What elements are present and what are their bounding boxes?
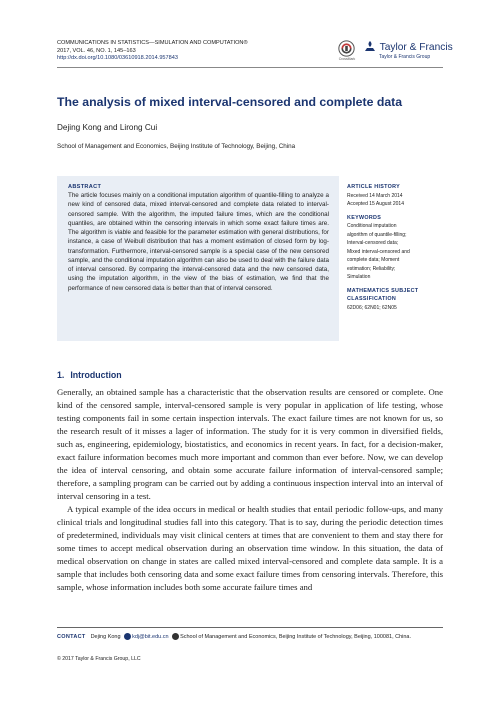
journal-name: COMMUNICATIONS IN STATISTICS—SIMULATION AND COMPUTATION® xyxy=(57,40,248,46)
contact-name: Dejing Kong xyxy=(90,634,121,640)
authors: Dejing Kong and Lirong Cui xyxy=(57,123,158,132)
paragraph: A typical example of the idea occurs in medical or health studies that entail periodic follow-ups, and many clinical trials and longitudinal studies fall into this category. That is to say, during the periodic detection times of predetermined, individuals may visit clinical centers at times that are convenient to them and stay there for some times to accept medical observation during an observation time window. In this situation, the data of medical observation on change in states are called mixed interval-censored and complete data sample. It is a sample that includes both censoring data and some exact failure times from censoring intervals. Therefore, this sample, whose information includes both some accurate failure times and xyxy=(57,504,443,592)
msc-heading: MATHEMATICS SUBJECT xyxy=(347,287,419,294)
msc-codes: 62D06; 62N01; 62N05 xyxy=(347,304,397,311)
keyword-line: estimation; Reliability; xyxy=(347,265,396,272)
affiliation: School of Management and Economics, Beijing Institute of Technology, Beijing, China xyxy=(57,143,296,150)
contact-label: CONTACT xyxy=(57,634,86,640)
keyword-line: complete data; Moment xyxy=(347,257,400,263)
article-title: The analysis of mixed interval-censored and complete data xyxy=(57,95,403,109)
header-divider xyxy=(57,67,443,68)
address-icon xyxy=(172,633,179,640)
crossmark-label: CrossMark xyxy=(338,57,356,61)
contact-info xyxy=(57,632,443,642)
section-number: 1. xyxy=(57,370,65,380)
publisher-name: Taylor & Francis xyxy=(379,42,453,53)
publisher-logo xyxy=(363,40,453,60)
keywords-heading: KEYWORDS xyxy=(347,214,382,221)
copyright: © 2017 Taylor & Francis Group, LLC xyxy=(57,656,141,662)
abstract-box xyxy=(57,176,339,341)
history-heading: ARTICLE HISTORY xyxy=(347,184,401,190)
abstract-heading: ABSTRACT xyxy=(68,184,102,190)
received-date: Received 14 March 2014 xyxy=(347,192,403,199)
abstract-text: The article focuses mainly on a conditional imputation algorithm of quantile-filling to analyze a new kind of censored data, mixed interval-censored and complete data related to interval-censored sample. With the algorithm, the imputed failure times, which are the conditional quantiles, are obtained within the censoring intervals in which some exact failure times are. The algorithm is viable and feasible for the parameter estimation with general distributions, for instance, a case of Weibull distribution that has a moment estimation of closed form by log-transformation. Furthermore, interval-censored sample is a special case of the new censored sample, and the conditional imputation algorithm can also be used to deal with the failure data of interval censored. By comparing the interval-censored data and the new censored data, using the imputation algorithm, in the view of the bias of estimation, we find that the performance of new censored data is better than that of interval censored. xyxy=(68,192,329,292)
msc-heading-cont: CLASSIFICATION xyxy=(347,296,397,302)
footer-divider xyxy=(57,627,443,628)
volume-line: 2017, VOL. 46, NO. 1, 145–163 xyxy=(57,47,136,54)
article-info xyxy=(347,183,447,312)
keyword-line: Simulation xyxy=(347,274,371,280)
accepted-date: Accepted 15 August 2014 xyxy=(347,201,404,207)
keyword-line: algorithm of quantile-filling; xyxy=(347,231,407,238)
contact-email[interactable]: kdj@bit.edu.cn xyxy=(132,634,169,640)
email-icon xyxy=(124,633,131,640)
section-heading xyxy=(57,370,122,380)
contact-address: School of Management and Economics, Beijing Institute of Technology, Beijing, 100081, China. xyxy=(180,634,412,640)
keyword-line: Conditional imputation xyxy=(347,223,397,229)
publisher-lamp-icon xyxy=(363,40,377,52)
doi-link[interactable]: http://dx.doi.org/10.1080/03610918.2014.957843 xyxy=(57,55,178,62)
section-title: Introduction xyxy=(70,370,122,380)
body-text xyxy=(57,386,443,594)
keyword-line: Interval-censored data; xyxy=(347,240,399,246)
paragraph: Generally, an obtained sample has a characteristic that the observation results are censored or complete. One kind of the censored sample, interval-censored sample is very popular in application of life testing, whose testing components fail in some certain inspection intervals. The exact failure times are not known for us, so the research result of it misses a lager of information. The study for it is very common in diversified fields, such as, engineering, epidemiology, biostatistics, and economics in recent years. In fact, for a decision-maker, exact failure information becomes much more important and common than ever before. Now, we can develop the idea of interval censoring, and obtain some accurate failure information of interval-censored sample; therefore, a sampling program can be carried out by adding a continuous inspection interval into an interval of interval censoring in a test. xyxy=(57,387,443,501)
publisher-group: Taylor & Francis Group xyxy=(379,54,431,60)
journal-info xyxy=(57,40,302,63)
crossmark-icon[interactable] xyxy=(338,40,355,57)
keyword-line: Mixed interval-censored and xyxy=(347,248,410,255)
